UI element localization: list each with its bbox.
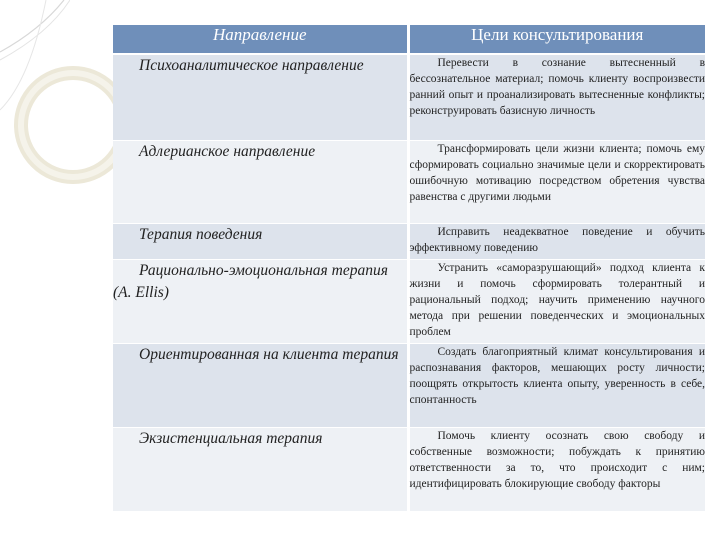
table-header-row — [113, 25, 705, 54]
direction-cell: Ориентированная на клиента терапия — [113, 343, 408, 427]
direction-cell: Терапия поведения — [113, 223, 408, 259]
table-row — [113, 259, 705, 343]
direction-cell: Психоаналитическое направление — [113, 54, 408, 140]
goal-cell: Исправить неадекватное поведение и обучить эффективному поведению — [408, 223, 705, 259]
header-direction: Направление — [113, 25, 408, 54]
goal-cell: Помочь клиенту осознать свою свободу и собственные возможности; побуждать к принятию ответственности за то, что происходит с ним; идентифицировать блокирующие свободу факторы — [408, 427, 705, 511]
direction-cell: Адлерианское направление — [113, 140, 408, 223]
goal-cell: Трансформировать цели жизни клиента; помочь ему сформировать социально значимые цели и скорректировать ошибочную мотивацию посредством обретения чувства равенства с другими людьми — [408, 140, 705, 223]
table-row — [113, 343, 705, 427]
table-row — [113, 223, 705, 259]
goal-cell: Устранить «саморазрушающий» подход клиента к жизни и помочь сформировать толерантный и рациональный подход; научить применению научного метода при решении поведенческих и эмоциональных проблем — [408, 259, 705, 343]
direction-cell: Рационально-эмоциональная терапия (A. Ellis) — [113, 259, 408, 343]
table-row — [113, 427, 705, 511]
goal-cell: Перевести в сознание вытесненный в бессознательное материал; помочь клиенту воспроизвести ранний опыт и проанализировать вытесненные конфликты; реконструировать базисную личность — [408, 54, 705, 140]
counseling-goals-table — [113, 25, 705, 512]
goal-cell: Создать благоприятный климат консультирования и распознавания факторов, мешающих росту личности; поощрять открытость клиента опыту, уверенность в себе, спонтанность — [408, 343, 705, 427]
table-row — [113, 140, 705, 223]
direction-cell: Экзистенциальная терапия — [113, 427, 408, 511]
table-row — [113, 54, 705, 140]
header-goals: Цели консультирования — [408, 25, 705, 54]
